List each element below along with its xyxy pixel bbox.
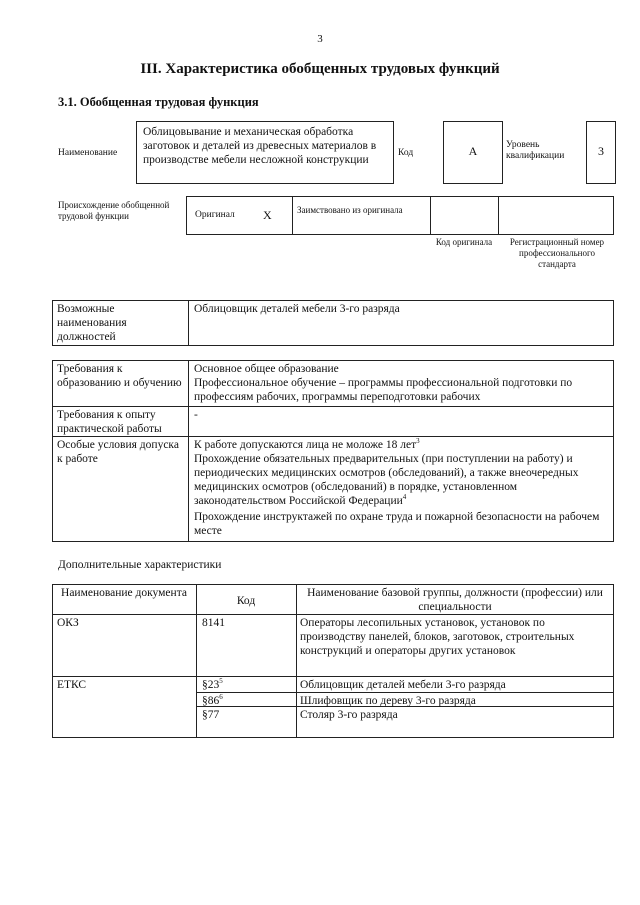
- special-line1: К работе допускаются лица не моложе 18 лет$^3$: [194, 437, 420, 451]
- footnote-3: 3: [416, 437, 420, 446]
- education-label: Требования к образованию и обучению: [57, 363, 182, 389]
- positions-value: Облицовщик деталей мебели 3-го разряда: [194, 303, 400, 315]
- okz-doc: ОКЗ: [57, 617, 79, 629]
- experience-label: Требования к опыту практической работы: [57, 409, 162, 435]
- etks-name-3: Столяр 3-го разряда: [300, 709, 398, 721]
- special-line2: Прохождение обязательных предварительных (при поступлении на работу) и периодических медицинских осмотров (обследований), а также внеочередных медицинских осмотров (обследований) в порядке, установленном законодательством Российской Федерации$^4$: [194, 453, 579, 507]
- special-label: Особые условия допуска к работе: [57, 439, 179, 465]
- section-title: III. Характеристика обобщенных трудовых функций: [140, 61, 500, 77]
- subsection-title: 3.1. Обобщенная трудовая функция: [58, 95, 259, 109]
- special-line3: Прохождение инструктажей по охране труда и пожарной безопасности на рабочем месте: [194, 511, 600, 537]
- original-label: Оригинал: [195, 210, 235, 220]
- etks-code-1: $\S 23^5$: [202, 677, 223, 691]
- etks-code-2: $\S 86^6$: [202, 693, 223, 707]
- positions-label: Возможные наименования должностей: [57, 303, 127, 343]
- level-label: Уровень квалификации: [506, 140, 565, 161]
- etks-name-2: Шлифовщик по дереву 3-го разряда: [300, 695, 476, 707]
- footnote-4: 4: [402, 493, 407, 502]
- header-code: Код: [236, 595, 256, 607]
- level-value: 3: [586, 121, 616, 184]
- additional-title: Дополнительные характеристики: [58, 559, 222, 571]
- code-value: А: [443, 121, 503, 184]
- okz-name: Операторы лесопильных установок, установок по производству панелей, блоков, заготовок, строительных конструкций и операторы других установок: [300, 617, 575, 657]
- okz-code: 8141: [202, 617, 225, 629]
- borrowed-label: Заимствовано из оригинала: [297, 205, 403, 215]
- education-line1: Основное общее образование: [194, 363, 339, 375]
- code-original-caption: Код оригинала: [435, 237, 493, 247]
- original-mark: X: [263, 208, 272, 222]
- name-value-box: [136, 121, 394, 184]
- header-document: Наименование документа: [61, 587, 187, 599]
- page-number: 3: [317, 33, 323, 45]
- etks-doc: ЕТКС: [57, 679, 87, 691]
- etks-code-3: §77: [202, 709, 220, 721]
- education-line2: Профессиональное обучение – программы профессиональной подготовки по профессиям рабочих, программы переподготовки рабочих: [194, 377, 573, 403]
- reg-number-caption: Регистрационный номер профессионального стандарта: [509, 237, 605, 269]
- origin-label: Происхождение обобщенной трудовой функции: [58, 200, 170, 221]
- header-group: Наименование базовой группы, должности (профессии) или специальности: [307, 587, 603, 613]
- code-label: Код: [398, 148, 414, 158]
- etks-name-1: Облицовщик деталей мебели 3-го разряда: [300, 679, 506, 691]
- experience-value: -: [194, 409, 198, 421]
- name-label: Наименование: [58, 148, 118, 158]
- name-value: Облицовывание и механическая обработка заготовок и деталей из древесных материалов в производстве мебели несложной конструкции: [143, 126, 377, 166]
